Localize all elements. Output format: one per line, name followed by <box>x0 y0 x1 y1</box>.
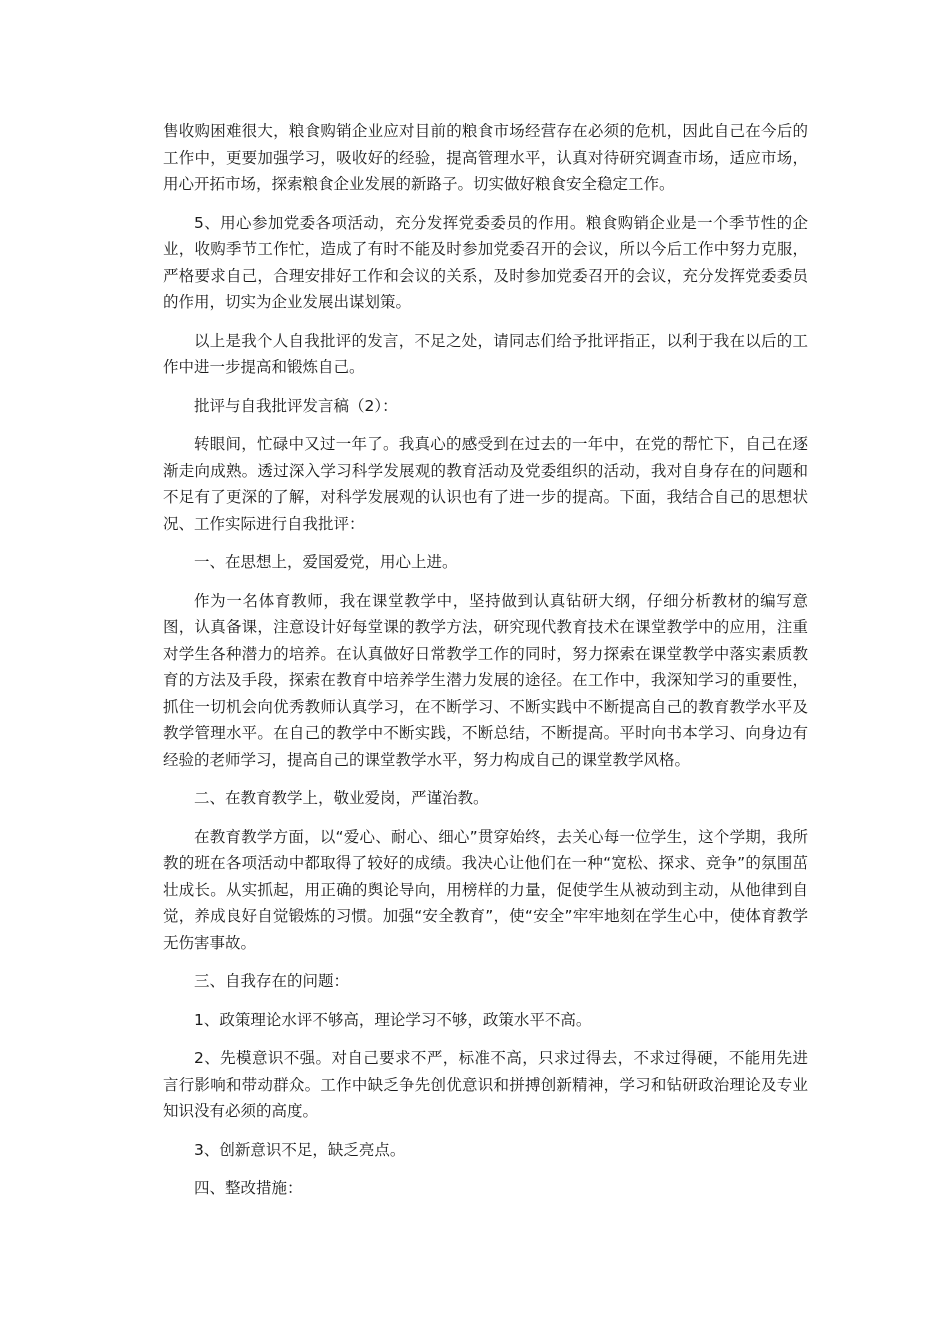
problem-item-3: 3、创新意识不足，缺乏亮点。 <box>194 1140 406 1159</box>
heading-existing-problems: 三、自我存在的问题： <box>194 972 350 990</box>
problem-item-1: 1、政策理论水评不够高，理论学习不够，政策水平不高。 <box>194 1010 592 1029</box>
document-body <box>163 118 808 1214</box>
paragraph-introduction: 转眼间，忙碌中又过一年了。我真心的感受到在过去的一年中，在党的帮忙下，自己在逐渐走向成熟。透过深入学习科学发展观的教育活动及党委组织的活动，我对自身存在的问题和不足有了更深的了解，对科学发展观的认识也有了进一步的提高。下面，我结合自己的思想状况、工作实际进行自我批评： <box>163 435 808 533</box>
heading-rectification-measures: 四、整改措施： <box>194 1179 303 1197</box>
paragraph-education-approach: 在教育教学方面，以“爱心、耐心、细心”贯穿始终，去关心每一位学生，这个学期，我所教的班在各项活动中都取得了较好的成绩。我决心让他们在一种“宽松、探求、竞争”的氛围茁壮成长。从实抓起，用正确的舆论导向，用榜样的力量，促使学生从被动到主动，从他律到自觉，养成良好自觉锻炼的习惯。加强“安全教育”，使“安全”牢牢地刻在学生心中，使体育教学无伤害事故。 <box>163 827 808 952</box>
heading-ideology: 一、在思想上，爱国爱党，用心上进。 <box>194 553 458 571</box>
paragraph-teaching-practice: 作为一名体育教师，我在课堂教学中，坚持做到认真钻研大纲，仔细分析教材的编写意图，认真备课，注意设计好每堂课的教学方法，研究现代教育技术在课堂教学中的应用，注重对学生各种潜力的培养。在认真做好日常教学工作的同时，努力探索在课堂教学中落实素质教育的方法及手段，探索在教育中培养学生潜力发展的途径。在工作中，我深知学习的重要性，抓住一切机会向优秀教师认真学习，在不断学习、不断实践中不断提高自己的教育教学水平及教学管理水平。在自己的教学中不断实践，不断总结，不断提高。平时向书本学习、向身边有经验的老师学习，提高自己的课堂教学水平，努力构成自己的课堂教学风格。 <box>163 591 808 769</box>
heading-education-teaching: 二、在教育教学上，敬业爱岗，严谨治教。 <box>194 789 489 807</box>
section-title-speech-2: 批评与自我批评发言稿（2）： <box>194 396 398 415</box>
paragraph-closing-remarks: 以上是我个人自我批评的发言，不足之处，请同志们给予批评指正，以利于我在以后的工作中进一步提高和锻炼自己。 <box>163 331 808 376</box>
paragraph-item-5-party-committee: 5、用心参加党委各项活动，充分发挥党委委员的作用。粮食购销企业是一个季节性的企业，收购季节工作忙，造成了有时不能及时参加党委召开的会议，所以今后工作中努力克服，严格要求自己，合理安排好工作和会议的关系，及时参加党委召开的会议，充分发挥党委委员的作用，切实为企业发展出谋划策。 <box>163 213 808 311</box>
problem-item-2: 2、先模意识不强。对自己要求不严，标准不高，只求过得去，不求过得硬，不能用先进言行影响和带动群众。工作中缺乏争先创优意识和拼搏创新精神，学习和钻研政治理论及专业知识没有必须的高度。 <box>163 1049 808 1120</box>
paragraph-grain-market-risk: 售收购困难很大，粮食购销企业应对目前的粮食市场经营存在必须的危机，因此自己在今后的工作中，更要加强学习，吸收好的经验，提高管理水平，认真对待研究调查市场，适应市场，用心开拓市场，探索粮食企业发展的新路子。切实做好粮食安全稳定工作。 <box>163 122 808 193</box>
